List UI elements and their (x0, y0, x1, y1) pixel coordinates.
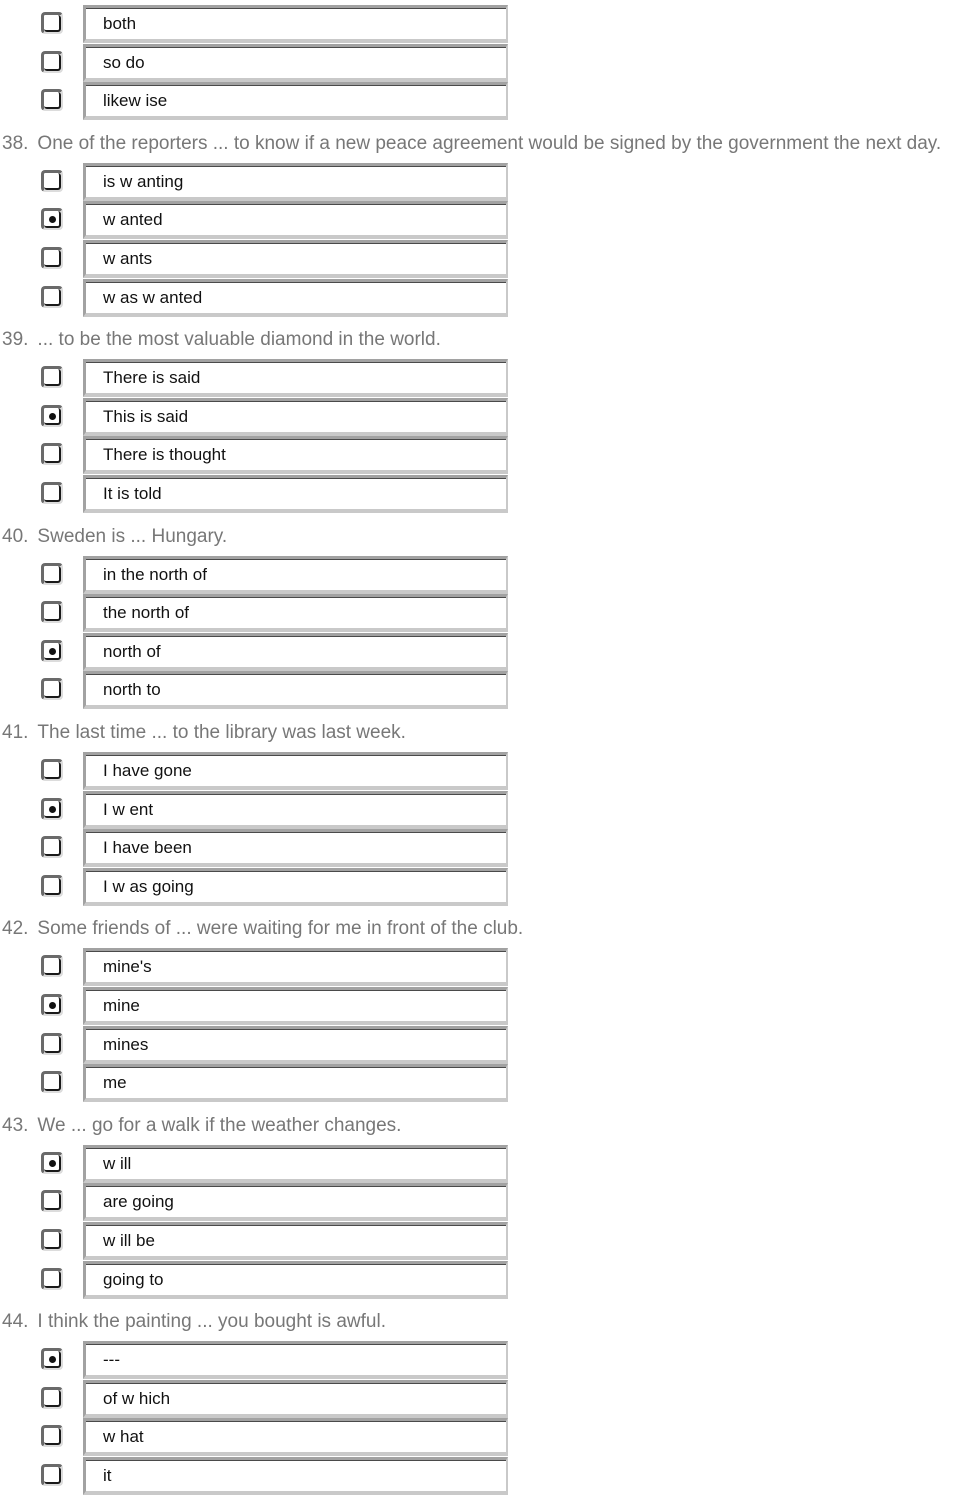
question-number: 41. (2, 722, 29, 743)
radio-button-selected[interactable] (41, 208, 63, 230)
answer-option[interactable] (0, 1341, 960, 1379)
answer-option[interactable] (0, 829, 960, 867)
radio-button[interactable] (41, 1071, 63, 1093)
answer-option-label: it (103, 1466, 112, 1485)
radio-button[interactable] (41, 482, 63, 504)
answer-option-box[interactable] (83, 948, 508, 986)
radio-button[interactable] (41, 875, 63, 897)
question-text (0, 1115, 401, 1141)
question-text (0, 133, 941, 159)
answer-option-label: w ill be (103, 1231, 155, 1250)
answer-option[interactable] (0, 1183, 960, 1221)
question-number: 42. (2, 918, 29, 940)
radio-button-selected[interactable] (41, 1152, 63, 1174)
answer-option-label: w as w anted (103, 287, 203, 307)
answer-option[interactable] (0, 987, 960, 1025)
answer-option-box[interactable] (83, 1341, 508, 1379)
answer-option-box[interactable] (83, 1026, 508, 1064)
radio-button[interactable] (41, 955, 63, 977)
answer-option-box[interactable] (83, 1064, 508, 1102)
answer-option[interactable] (0, 1064, 960, 1102)
answer-option-box[interactable] (83, 752, 508, 790)
answer-option[interactable] (0, 82, 960, 120)
answer-option-box[interactable] (83, 163, 508, 201)
radio-button[interactable] (41, 1464, 63, 1486)
question-number: 44. (2, 1311, 29, 1333)
answer-option-label: north of (103, 641, 161, 661)
answer-option-box[interactable] (83, 82, 508, 120)
question-text (0, 526, 227, 552)
radio-button[interactable] (41, 170, 63, 192)
question-text (0, 329, 441, 355)
answer-option[interactable] (0, 5, 960, 43)
answer-option-label: I w ent (103, 799, 154, 819)
answer-option[interactable] (0, 791, 960, 829)
answer-option[interactable] (0, 240, 960, 278)
answer-option-label: going to (103, 1269, 164, 1289)
answer-option-box[interactable] (83, 1145, 508, 1183)
answer-option[interactable] (0, 475, 960, 513)
radio-button[interactable] (41, 678, 63, 700)
answer-option-label: There is said (103, 368, 201, 388)
answer-option-label: It is told (103, 484, 162, 503)
question-number: 39. (2, 329, 29, 351)
radio-dot-icon (49, 1356, 56, 1363)
answer-option-box[interactable] (83, 1457, 508, 1495)
answer-option-label: north to (103, 680, 161, 700)
answer-option-label: me (103, 1073, 127, 1093)
radio-button[interactable] (41, 563, 63, 585)
question-prompt: I think the painting ... you bought is awful. (37, 1311, 386, 1333)
answer-option-label: so do (103, 52, 145, 72)
answer-option[interactable] (0, 868, 960, 906)
answer-option[interactable] (0, 359, 960, 397)
answer-option[interactable] (0, 633, 960, 671)
answer-option-box[interactable] (83, 987, 508, 1025)
answer-option[interactable] (0, 44, 960, 82)
answer-option-label: are going (103, 1192, 174, 1212)
answer-option-box[interactable] (83, 594, 508, 632)
question-prompt: The last time ... to the library was last week. (37, 722, 406, 743)
answer-option-label: There is thought (103, 445, 226, 465)
radio-dot-icon (49, 1002, 56, 1009)
question-prompt: We ... go for a walk if the weather changes. (37, 1114, 402, 1136)
radio-button[interactable] (41, 836, 63, 858)
radio-button[interactable] (41, 1033, 63, 1055)
question-prompt: One of the reporters ... to know if a new peace agreement would be signed by the government the next day. (37, 132, 942, 154)
answer-option[interactable] (0, 1380, 960, 1418)
answer-option-box[interactable] (83, 1183, 508, 1221)
answer-option-label: mine (103, 996, 140, 1015)
answer-option-box[interactable] (83, 791, 508, 829)
answer-option[interactable] (0, 594, 960, 632)
answer-option-box[interactable] (83, 398, 508, 436)
answer-option-label: mines (103, 1034, 149, 1054)
answer-option-label: w anted (103, 210, 163, 230)
radio-button[interactable] (41, 1190, 63, 1212)
answer-option[interactable] (0, 556, 960, 594)
radio-button[interactable] (41, 89, 63, 111)
answer-option-label: of w hich (103, 1388, 171, 1408)
answer-option[interactable] (0, 1145, 960, 1183)
radio-button-selected[interactable] (41, 1348, 63, 1370)
answer-option-box[interactable] (83, 633, 508, 671)
answer-option-label: mine's (103, 957, 152, 977)
answer-option-box[interactable] (83, 829, 508, 867)
answer-option[interactable] (0, 1457, 960, 1495)
answer-option-label: w ants (103, 249, 153, 268)
answer-option-box[interactable] (83, 1261, 508, 1299)
answer-option[interactable] (0, 279, 960, 317)
radio-button[interactable] (41, 1387, 63, 1409)
answer-option[interactable] (0, 436, 960, 474)
radio-button[interactable] (41, 247, 63, 269)
answer-option-box[interactable] (83, 868, 508, 906)
answer-option[interactable] (0, 1418, 960, 1456)
answer-option-box[interactable] (83, 240, 508, 278)
answer-option[interactable] (0, 671, 960, 709)
radio-button[interactable] (41, 1425, 63, 1447)
radio-button-selected[interactable] (41, 798, 63, 820)
answer-option[interactable] (0, 201, 960, 239)
answer-option-box[interactable] (83, 671, 508, 709)
radio-button-selected[interactable] (41, 640, 63, 662)
radio-dot-icon (49, 413, 56, 420)
question-text (0, 918, 523, 944)
answer-option-label: I have been (103, 838, 192, 858)
radio-button[interactable] (41, 1268, 63, 1290)
answer-option-box[interactable] (83, 279, 508, 317)
answer-option-box[interactable] (83, 475, 508, 513)
radio-button[interactable] (41, 601, 63, 623)
answer-option-label: w hat (103, 1427, 144, 1447)
radio-button[interactable] (41, 443, 63, 465)
radio-button-selected[interactable] (41, 994, 63, 1016)
radio-button[interactable] (41, 51, 63, 73)
answer-option[interactable] (0, 1026, 960, 1064)
answer-option-box[interactable] (83, 1222, 508, 1260)
answer-option[interactable] (0, 1261, 960, 1299)
answer-option-box[interactable] (83, 1418, 508, 1456)
answer-option[interactable] (0, 1222, 960, 1260)
answer-option-label: I have gone (103, 761, 192, 780)
answer-option-label: I w as going (103, 876, 194, 896)
question-prompt: ... to be the most valuable diamond in the world. (37, 329, 441, 351)
answer-option-label: --- (103, 1350, 120, 1370)
radio-dot-icon (49, 216, 56, 223)
answer-option-label: both (103, 14, 137, 33)
radio-button[interactable] (41, 366, 63, 388)
question-number: 43. (2, 1114, 29, 1136)
question-number: 40. (2, 525, 29, 547)
answer-option-box[interactable] (83, 201, 508, 239)
answer-option-label: in the north of (103, 564, 207, 584)
radio-button[interactable] (41, 12, 63, 34)
radio-button[interactable] (41, 759, 63, 781)
answer-option-label: This is said (103, 406, 189, 426)
answer-option-box[interactable] (83, 436, 508, 474)
answer-option-box[interactable] (83, 1380, 508, 1418)
answer-option[interactable] (0, 752, 960, 790)
radio-dot-icon (49, 806, 56, 813)
answer-option-label: w ill (103, 1153, 132, 1173)
answer-option-label: likew ise (103, 91, 168, 111)
radio-button[interactable] (41, 286, 63, 308)
question-number: 38. (2, 132, 29, 154)
answer-option[interactable] (0, 163, 960, 201)
question-prompt: Some friends of ... were waiting for me in front of the club. (37, 918, 524, 940)
answer-option[interactable] (0, 398, 960, 436)
answer-option-box[interactable] (83, 5, 508, 43)
question-text (0, 722, 406, 748)
answer-option-box[interactable] (83, 556, 508, 594)
answer-option-box[interactable] (83, 359, 508, 397)
radio-button[interactable] (41, 1229, 63, 1251)
radio-dot-icon (49, 1160, 56, 1167)
answer-option-label: is w anting (103, 171, 184, 191)
answer-option-box[interactable] (83, 44, 508, 82)
answer-option-label: the north of (103, 603, 190, 623)
question-prompt: Sweden is ... Hungary. (37, 525, 228, 547)
radio-dot-icon (49, 648, 56, 655)
answer-option[interactable] (0, 948, 960, 986)
question-text (0, 1311, 386, 1337)
radio-button-selected[interactable] (41, 405, 63, 427)
